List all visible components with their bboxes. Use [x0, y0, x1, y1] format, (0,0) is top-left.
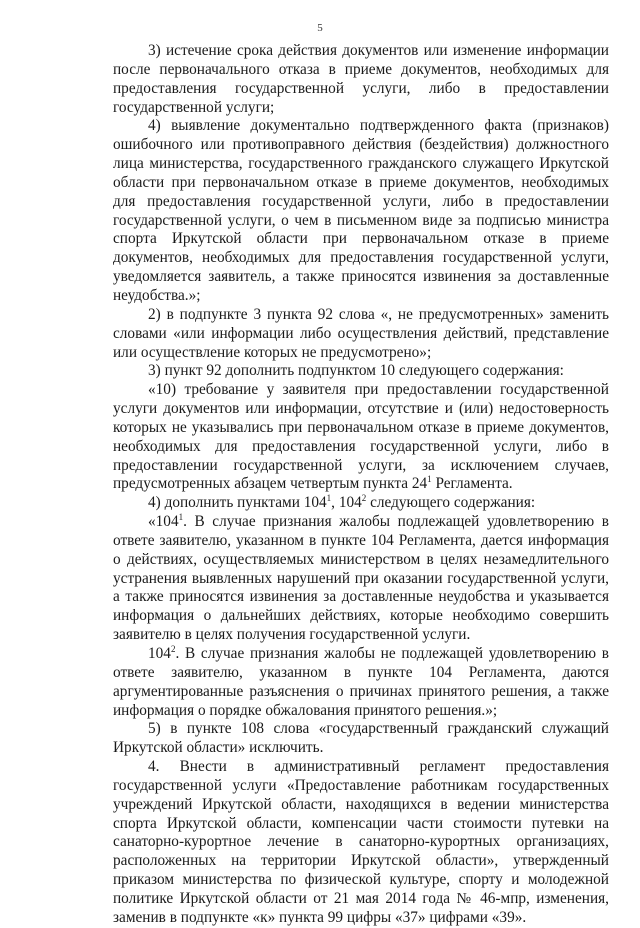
paragraph — [113, 494, 609, 513]
paragraph — [113, 758, 609, 928]
text-run: 3) пункт 92 дополнить подпунктом 10 следующего содержания: — [148, 362, 564, 380]
superscript: 1 — [178, 512, 184, 523]
paragraph — [113, 720, 609, 758]
superscript: 1 — [427, 474, 432, 485]
text-run: , 104 — [331, 494, 362, 512]
paragraph — [113, 362, 609, 381]
text-run: «10) требование у заявителя при предоставлении государственной услуги документов или информации, отсутствие и (или) недостоверность которых не указывались при первоначальном отказе в приеме документов, необходимых для предоставления государственной услуги, либо в предоставлении государственной услуги, за исключением случаев, предусмотренных абзацем четвертым пункта 24 — [113, 381, 609, 493]
text-run: 104 — [148, 645, 171, 662]
paragraph — [113, 117, 609, 305]
paragraph — [113, 381, 609, 494]
paragraph — [113, 645, 609, 720]
superscript: 1 — [326, 493, 332, 504]
text-run: 5) в пункте 108 слова «государственный гражданский служащий Иркутской области» исключить. — [113, 720, 609, 757]
text-run: «104 — [148, 513, 179, 531]
superscript: 2 — [170, 644, 176, 654]
text-run: . В случае признания жалобы подлежащей удовлетворению в ответе заявителю, указанном в пункте 104 Регламента, дается информация о действиях, осуществляемых министерством в целях незамедлительного устранения выявленных нарушений при оказании государственной услуги, а также приносятся извинения за доставленные неудобства и указывается информация о дальнейших действиях, которые необходимо совершить заявителю в целях получения государственной услуги. — [113, 513, 609, 644]
text-run: 2) в подпункте 3 пункта 92 слова «, не предусмотренных» заменить словами «или информации либо осуществления действий, представление или осуществление которых не предусмотрено»; — [113, 305, 609, 361]
text-run: 4. Внести в административный регламент предоставления государственной услуги «Предоставление работникам государственных учреждений Иркутской области, находящихся в ведении министерства спорта Иркутской области, компенсации части стоимости путевки на санаторно-курортное лечение в санаторно-курортных организациях, расположенных на территории Иркутской области», утвержденный приказом министерства по физической культуре, спорту и молодежной политике Иркутской области от 21 мая 2014 года № 46-мпр, изменения, заменив в подпункте «к» пункта 99 цифры «37» цифрами «39». — [113, 758, 609, 926]
text-run: . В случае признания жалобы не подлежащей удовлетворению в ответе заявителю, указанном в пункте 104 Регламента, даются аргументированные разъяснения о причинах принятого решения, а также информация о порядке обжалования принятого решения.»; — [113, 645, 609, 719]
paragraph — [113, 42, 609, 117]
page-number: 5 — [317, 22, 323, 34]
paragraph — [113, 306, 609, 363]
paragraph — [113, 513, 609, 645]
text-run: Регламента. — [431, 475, 513, 493]
superscript: 2 — [361, 493, 367, 504]
text-run: 4) выявление документально подтвержденного факта (признаков) ошибочного или противоправного действия (бездействия) должностного лица министерства, государственного гражданского служащего Иркутской области при первоначальном отказе в приеме документов, необходимых для предоставления государственной услуги, либо в предоставлении государственной услуги, о чем в письменном виде за подписью министра спорта Иркутской области при первоначальном отказе в приеме документов, необходимых для предоставления государственной услуги, уведомляется заявитель, а также приносятся извинения за доставленные неудобства.»; — [113, 117, 609, 304]
text-run: 4) дополнить пунктами 104 — [148, 494, 327, 512]
document-body — [113, 42, 609, 928]
text-run: следующего содержания: — [366, 494, 536, 512]
text-run: 3) истечение срока действия документов или изменение информации после первоначального отказа в приеме документов, необходимых для предоставления государственной услуги, либо в предоставлении государственной услуги; — [113, 42, 609, 116]
